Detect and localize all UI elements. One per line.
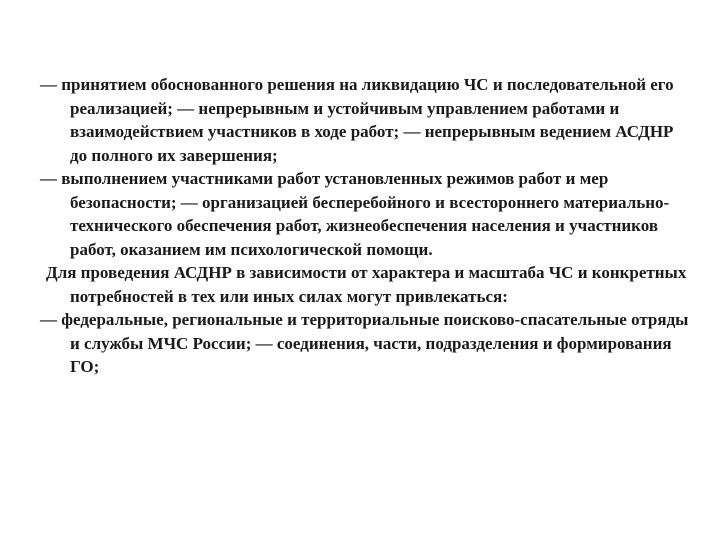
slide-text-body [40,73,690,379]
paragraph-4: — федеральные, региональные и территориальные поисково-спасательные отряды и службы МЧС России; — соединения, части, подразделения и формирования ГО; [40,310,689,376]
paragraph-1: — принятием обоснованного решения на ликвидацию ЧС и последовательной его реализацией; — непрерывным и устойчивым управлением работами и взаимодействием участников в ходе работ; — непрерывным ведением АСДНР до полного их завершения; [40,75,674,165]
paragraph-2: — выполнением участниками работ установленных режимов работ и мер безопасности; — организацией бесперебойного и всестороннего материально-технического обеспечения работ, жизнеобеспечения населения и участников работ, оказанием им психологической помощи. [40,169,670,259]
paragraph-3: Для проведения АСДНР в зависимости от характера и масштаба ЧС и конкретных потребностей в тех или иных силах могут привлекаться: [46,263,687,306]
